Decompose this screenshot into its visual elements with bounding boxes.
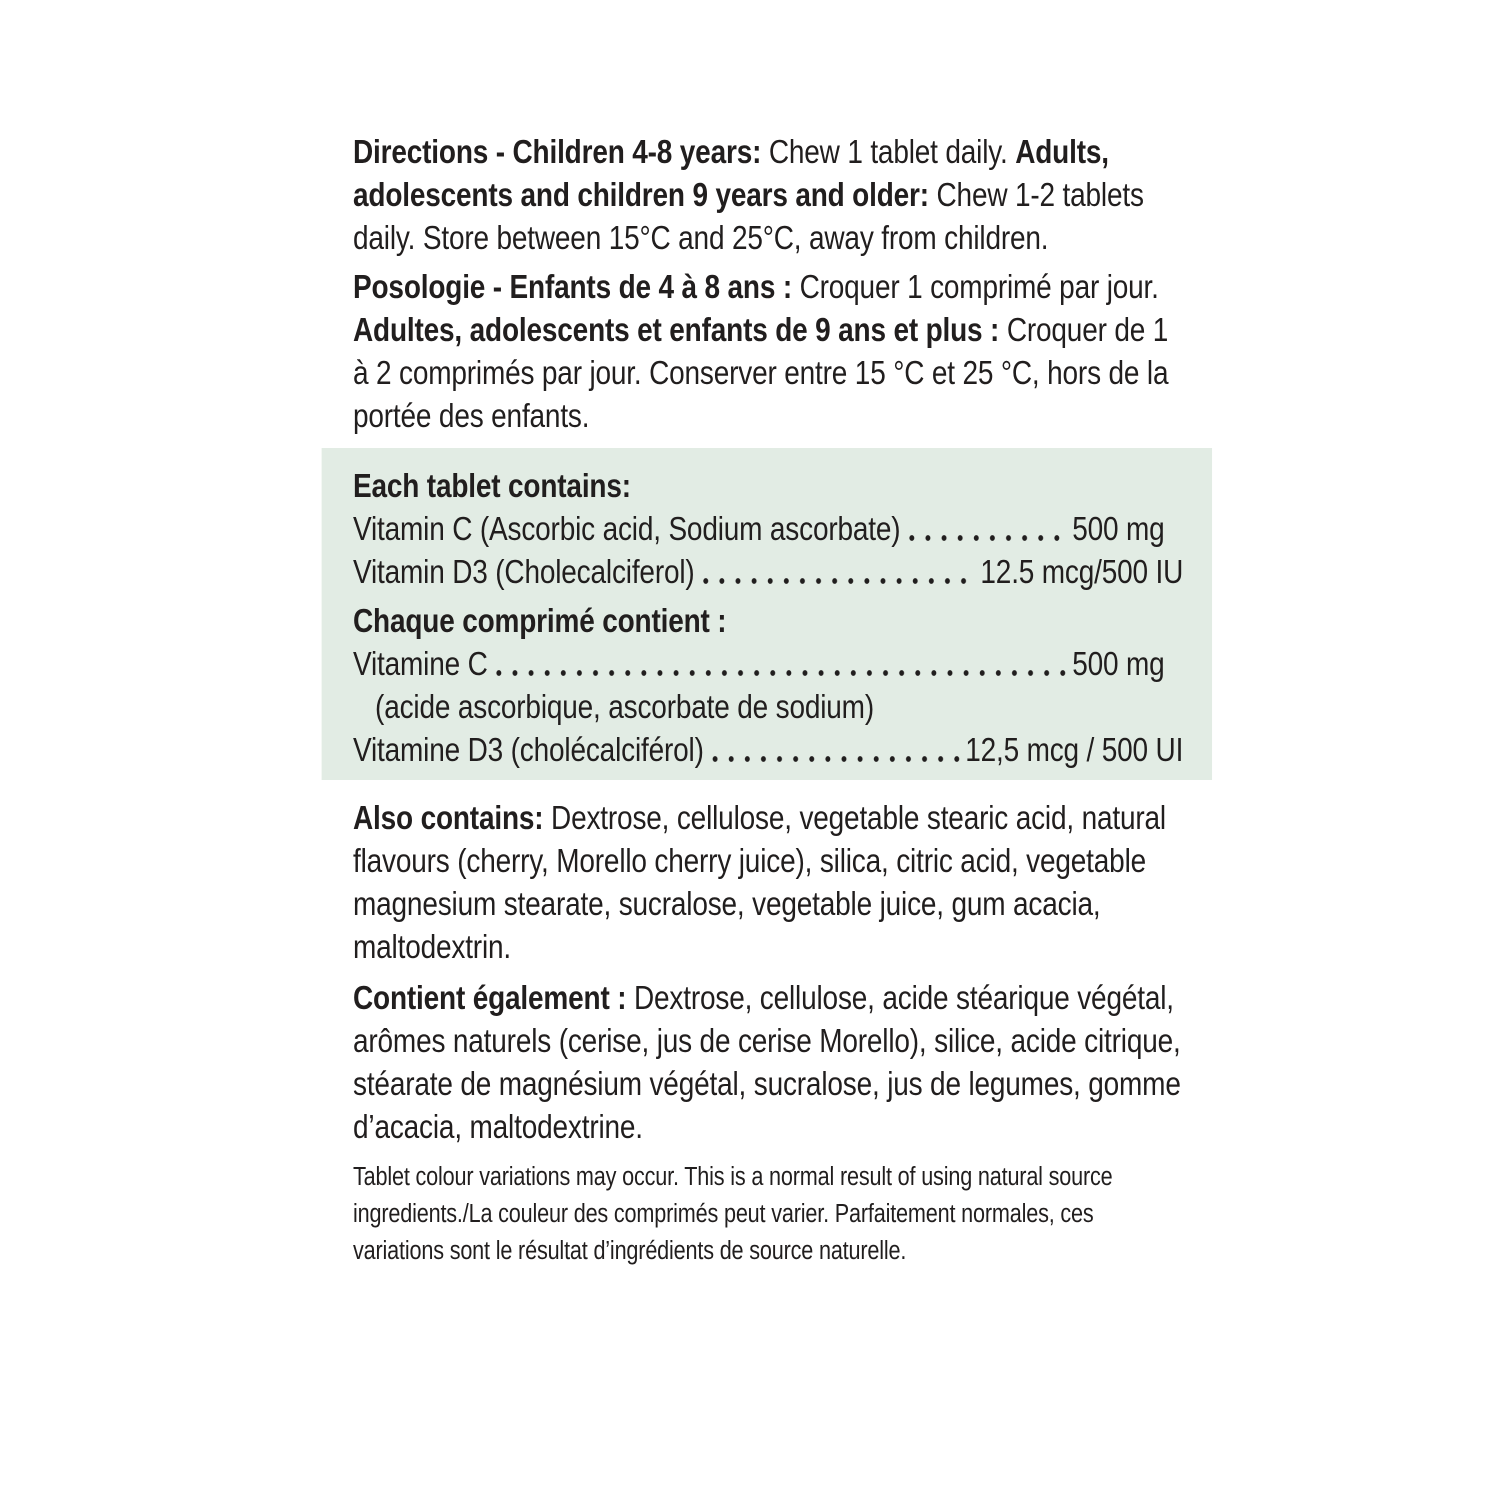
fact-value-vitamine-d3-fr: 12,5 mcg / 500 UI xyxy=(965,731,1184,768)
directions-en-heading: Directions - Children 4-8 years: xyxy=(353,133,762,170)
also-contains-en-paragraph xyxy=(353,796,1184,968)
fact-row-vitamine-c-fr xyxy=(353,642,1183,685)
directions-fr-paragraph xyxy=(353,265,1184,437)
also-contains-en-heading: Also contains: xyxy=(353,799,544,836)
also-contains-fr-heading: Contient également : xyxy=(353,979,627,1016)
fact-value-vitamin-c-en: 500 mg xyxy=(1072,510,1165,547)
label-text-column xyxy=(353,130,1184,1270)
fact-label-vitamine-c-fr: Vitamine C xyxy=(353,645,488,682)
also-contains-en-body: Dextrose, cellulose, vegetable stearic acid, natural flavours (cherry, Morello cherry juice), silica, citric acid, vegetable magnesium stearate, sucralose, vegetable juice, gum acacia, maltodextrin. xyxy=(353,799,1166,965)
directions-en-body-1: Chew 1 tablet daily. xyxy=(761,133,1016,170)
directions-en-paragraph xyxy=(353,130,1184,259)
supplement-facts-box xyxy=(322,448,1212,780)
fact-label-vitamine-d3-fr: Vitamine D3 (cholécalciférol) xyxy=(353,731,704,768)
fact-note-vitamine-c-fr: (acide ascorbique, ascorbate de sodium) xyxy=(375,688,874,725)
dot-leader xyxy=(707,728,960,771)
colour-variation-note: Tablet colour variations may occur. This is a normal result of using natural source ingredients./La couleur des comprimés peut varier. Parfaitement normales, ces variations sont le résultat d’ingrédients de source naturelle. xyxy=(353,1163,1113,1265)
directions-fr-adults-heading: Adultes, adolescents et enfants de 9 ans et plus : xyxy=(353,311,1000,348)
directions-fr-body-2: Croquer de 1 à 2 comprimés par jour. Conserver entre 15 °C et 25 °C, hors de la portée des enfants. xyxy=(353,311,1169,434)
dot-leader xyxy=(698,550,975,593)
fact-row-vitamine-d3-fr xyxy=(353,728,1183,771)
also-contains-fr-paragraph xyxy=(353,976,1184,1148)
fact-label-vitamin-c-en: Vitamin C (Ascorbic acid, Sodium ascorbate) xyxy=(353,510,901,547)
fact-value-vitamine-c-fr: 500 mg xyxy=(1072,645,1165,682)
directions-fr-heading: Posologie - Enfants de 4 à 8 ans : xyxy=(353,268,792,305)
directions-fr-body-1: Croquer 1 comprimé par jour. xyxy=(791,268,1159,305)
fact-label-vitamin-d3-en: Vitamin D3 (Cholecalciferol) xyxy=(353,553,695,590)
also-contains-fr-body: Dextrose, cellulose, acide stéarique végétal, arômes naturels (cerise, jus de cerise Morello), silice, acide citrique, stéarate de magnésium végétal, sucralose, jus de legumes, gomme d’acacia, maltodextrine. xyxy=(353,979,1181,1145)
facts-heading-en: Each tablet contains: xyxy=(353,467,631,504)
dot-leader xyxy=(904,507,1067,550)
facts-heading-fr: Chaque comprimé contient : xyxy=(353,602,727,639)
fact-row-vitamin-c-en xyxy=(353,507,1183,550)
fact-row-vitamin-d3-en xyxy=(353,550,1183,593)
dot-leader xyxy=(491,642,1067,685)
directions-en-body-2: Chew 1-2 tablets daily. Store between 15°C and 25°C, away from children. xyxy=(353,176,1144,256)
fact-value-vitamin-d3-en: 12.5 mcg/500 IU xyxy=(980,553,1184,590)
directions-en-adults-heading: Adults, adolescents and children 9 years and older: xyxy=(353,133,1109,213)
